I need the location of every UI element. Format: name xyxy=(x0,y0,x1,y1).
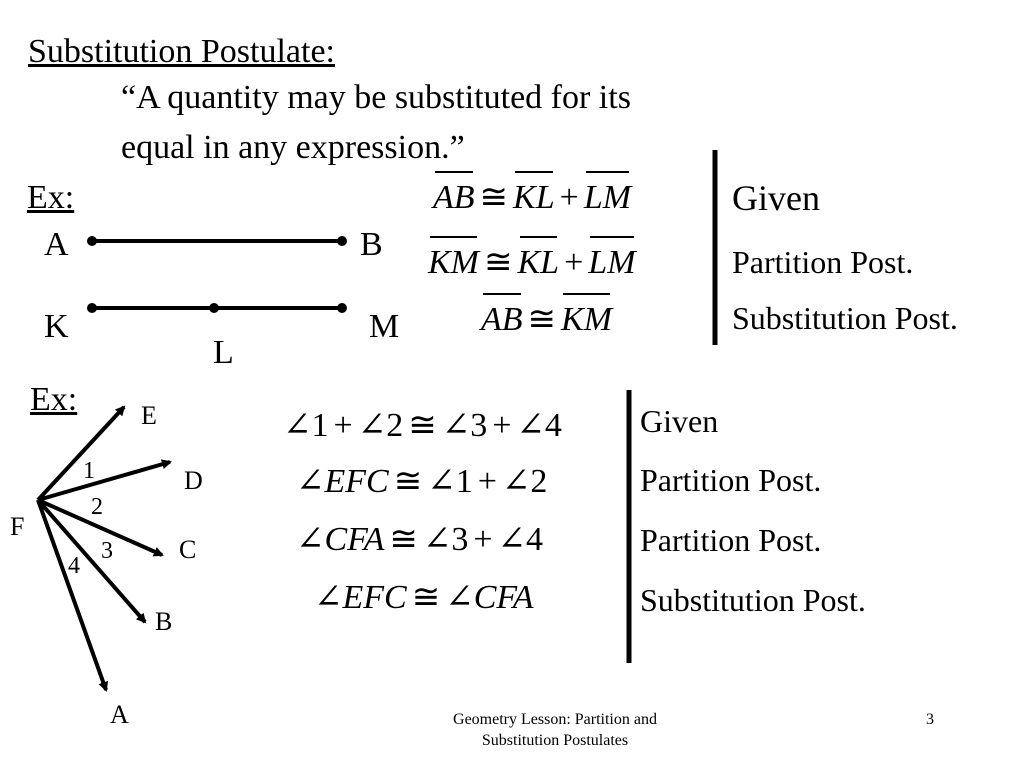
proof2-statement-2 xyxy=(296,462,547,502)
angle-efc: EFC xyxy=(342,579,407,616)
proof2-statement-3 xyxy=(296,520,543,560)
plus-symbol: + xyxy=(559,179,579,216)
segment-km: KM xyxy=(428,244,479,281)
angle-symbol: ∠ xyxy=(445,579,474,616)
angle-number: 1 xyxy=(311,407,329,444)
ray-a-label: A xyxy=(110,700,129,729)
congruent-symbol: ≅ xyxy=(389,521,418,558)
ray-c-label: C xyxy=(179,535,197,564)
congruent-symbol: ≅ xyxy=(484,244,513,281)
plus-symbol: + xyxy=(333,407,353,444)
slide-title: Substitution Postulate: xyxy=(28,33,335,70)
segment-km: KM xyxy=(561,301,613,338)
angle-symbol: ∠ xyxy=(497,521,527,558)
angle-symbol: ∠ xyxy=(422,521,452,558)
point-a-dot xyxy=(87,236,97,246)
angle-number: 1 xyxy=(455,463,473,500)
ray-e-label: E xyxy=(141,401,157,430)
proof2-statement-1 xyxy=(283,406,562,446)
ray-d-label: D xyxy=(184,466,203,495)
angle-number: 2 xyxy=(386,407,404,444)
footer-line-1: Geometry Lesson: Partition and xyxy=(453,711,657,728)
angle-symbol: ∠ xyxy=(501,463,531,500)
angle-number: 4 xyxy=(544,407,562,444)
proof2-reason-1: Given xyxy=(640,403,719,439)
point-m-label: M xyxy=(369,308,400,345)
proof1-reason-1: Given xyxy=(732,178,820,218)
congruent-symbol: ≅ xyxy=(408,407,437,444)
segment-ab: AB xyxy=(481,301,523,338)
ray-fa xyxy=(38,500,106,690)
segment-km-figure xyxy=(87,303,347,313)
angle-symbol: ∠ xyxy=(296,521,325,558)
vertex-f-label: F xyxy=(10,512,25,541)
angle-efc: EFC xyxy=(324,463,389,500)
slide-footer xyxy=(420,709,690,751)
angle-symbol: ∠ xyxy=(283,407,312,444)
plus-symbol: + xyxy=(473,521,493,558)
proof2-statement-4 xyxy=(314,578,534,618)
proof1-reason-3: Substitution Post. xyxy=(732,300,958,336)
angle-number: 2 xyxy=(530,463,548,500)
segment-ab-figure xyxy=(87,236,347,246)
angle-number: 3 xyxy=(470,407,488,444)
proof1-statement-1 xyxy=(433,178,631,218)
point-l-label: L xyxy=(213,334,234,371)
postulate-quote-line-2: equal in any expression.” xyxy=(121,129,465,166)
plus-symbol: + xyxy=(564,244,584,281)
proof2-reason-2: Partition Post. xyxy=(640,462,822,498)
congruent-symbol: ≅ xyxy=(393,463,423,500)
proof1-statement-2 xyxy=(428,243,636,283)
angle-symbol: ∠ xyxy=(314,579,343,616)
point-m-dot xyxy=(337,303,347,313)
example1-label: Ex: xyxy=(27,179,75,216)
congruent-symbol: ≅ xyxy=(479,179,509,216)
angle-number: 3 xyxy=(451,521,469,558)
angle-2-number: 2 xyxy=(91,494,103,520)
proof1-statement-3 xyxy=(481,300,612,340)
angle-4-number: 4 xyxy=(68,553,80,579)
congruent-symbol: ≅ xyxy=(411,579,441,616)
ray-b-label: B xyxy=(155,607,173,636)
point-a-label: A xyxy=(44,226,69,263)
point-b-dot xyxy=(337,236,347,246)
footer-line-2: Substitution Postulates xyxy=(481,732,629,749)
angle-number: 4 xyxy=(526,521,544,558)
congruent-symbol: ≅ xyxy=(527,301,557,338)
segment-lm: LM xyxy=(583,179,632,216)
angle-symbol: ∠ xyxy=(427,463,456,500)
proof1-reason-2: Partition Post. xyxy=(732,244,914,280)
point-k-dot xyxy=(87,303,97,313)
angle-cfa: CFA xyxy=(324,521,385,558)
page-number: 3 xyxy=(926,711,934,728)
segment-ab: AB xyxy=(433,179,475,216)
point-b-label: B xyxy=(360,226,383,263)
plus-symbol: + xyxy=(492,407,512,444)
angle-cfa: CFA xyxy=(473,579,534,616)
angle-symbol: ∠ xyxy=(516,407,545,444)
proof2-reason-4: Substitution Post. xyxy=(640,582,866,618)
segment-kl: KL xyxy=(513,179,555,216)
angle-symbol: ∠ xyxy=(357,407,387,444)
angle-1-number: 1 xyxy=(83,458,95,484)
segment-kl: KL xyxy=(517,244,560,281)
angle-symbol: ∠ xyxy=(441,407,471,444)
postulate-quote-line-1: “A quantity may be substituted for its xyxy=(121,79,631,116)
plus-symbol: + xyxy=(477,463,497,500)
angle-3-number: 3 xyxy=(101,538,113,564)
angle-symbol: ∠ xyxy=(296,463,325,500)
segment-lm: LM xyxy=(588,244,636,281)
proof2-reason-3: Partition Post. xyxy=(640,522,822,558)
point-k-label: K xyxy=(44,308,69,345)
example2-label: Ex: xyxy=(30,381,78,418)
point-l-dot xyxy=(209,303,219,313)
